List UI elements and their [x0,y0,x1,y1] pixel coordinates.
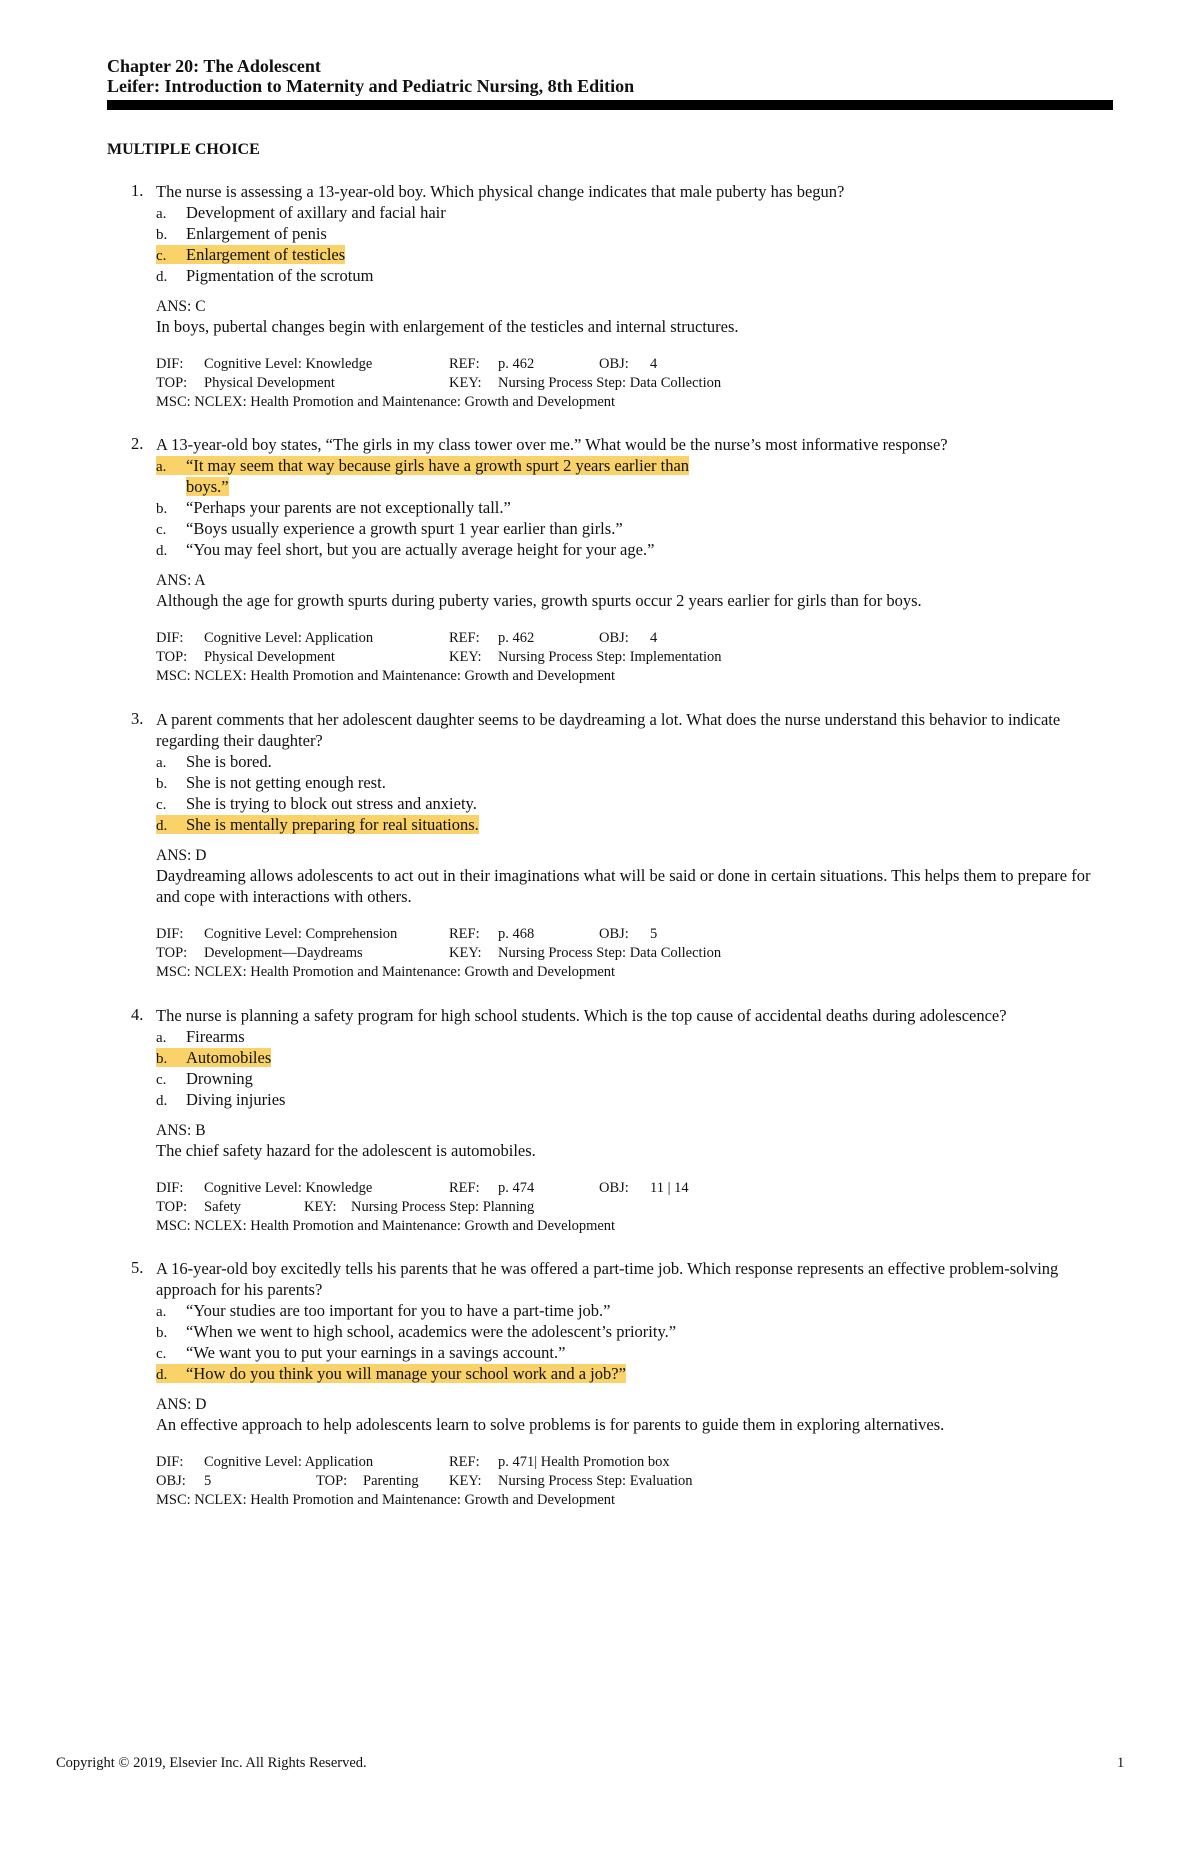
option-b-correct: b. Automobiles [156,1048,272,1067]
option-d-correct: d. She is mentally preparing for real situations. [156,815,479,834]
option-a-continued: boys.” [186,477,229,496]
answer-key: ANS: D [156,1396,207,1413]
metadata-row-3: MSC: NCLEX: Health Promotion and Maintenance: Growth and Development [156,1218,616,1234]
answer-key: ANS: D [156,847,207,864]
option-c: c. She is trying to block out stress and anxiety. [156,794,477,813]
question-stem: The nurse is planning a safety program for high school students. Which is the top cause of accidental deaths during adolescence? [156,1006,1007,1025]
answer-key: ANS: B [156,1122,206,1139]
option-d: d. Diving injuries [156,1090,286,1109]
option-c-correct: c. Enlargement of testicles [156,245,346,264]
rationale: Daydreaming allows adolescents to act out in their imaginations what will be said or done in certain situations. This helps them to prepare for and cope with interactions with others. [156,866,1091,906]
option-c: c. “We want you to put your earnings in a savings account.” [156,1343,566,1362]
question-stem: A parent comments that her adolescent daughter seems to be daydreaming a lot. What does the nurse understand this behavior to indicate regarding their daughter? [156,710,1061,750]
metadata-row-3: MSC: NCLEX: Health Promotion and Maintenance: Growth and Development [156,964,616,980]
question-number: 3. [131,709,144,728]
option-b: b. Enlargement of penis [156,224,327,243]
metadata-row-3: MSC: NCLEX: Health Promotion and Maintenance: Growth and Development [156,1492,616,1508]
question-stem: A 16-year-old boy excitedly tells his parents that he was offered a part-time job. Which response represents an effective problem-solving approach for his parents? [156,1259,1059,1299]
chapter-title: Chapter 20: The Adolescent [107,56,321,76]
question-number: 1. [131,181,144,200]
copyright-notice: Copyright © 2019, Elsevier Inc. All Rights Reserved. [56,1755,367,1771]
book-title: Leifer: Introduction to Maternity and Pediatric Nursing, 8th Edition [107,76,635,96]
header-rule [107,100,1113,110]
option-b: b. She is not getting enough rest. [156,773,386,792]
option-a-correct: a. “It may seem that way because girls have a growth spurt 2 years earlier than [156,456,690,475]
option-a: a. Firearms [156,1027,245,1046]
rationale: In boys, pubertal changes begin with enlargement of the testicles and internal structures. [156,317,739,336]
document-header [107,56,634,96]
section-title: MULTIPLE CHOICE [107,141,260,158]
question-stem: A 13-year-old boy states, “The girls in my class tower over me.” What would be the nurse’s most informative response? [156,435,948,454]
option-b: b. “When we went to high school, academics were the adolescent’s priority.” [156,1322,677,1341]
option-c: c. Drowning [156,1069,253,1088]
question-number: 5. [131,1258,144,1277]
metadata-row-3: MSC: NCLEX: Health Promotion and Maintenance: Growth and Development [156,668,616,684]
option-d: d. Pigmentation of the scrotum [156,266,374,285]
option-a: a. She is bored. [156,752,272,771]
question-number: 4. [131,1005,144,1024]
option-a: a. “Your studies are too important for you to have a part-time job.” [156,1301,611,1320]
rationale: The chief safety hazard for the adolescent is automobiles. [156,1141,536,1160]
rationale: An effective approach to help adolescents learn to solve problems is for parents to guide them in exploring alternatives. [156,1415,945,1434]
answer-key: ANS: A [156,572,206,589]
question-stem: The nurse is assessing a 13-year-old boy. Which physical change indicates that male puberty has begun? [156,182,845,201]
rationale: Although the age for growth spurts during puberty varies, growth spurts occur 2 years earlier for girls than for boys. [156,591,922,610]
option-d-correct: d. “How do you think you will manage your school work and a job?” [156,1364,626,1383]
option-d: d. “You may feel short, but you are actually average height for your age.” [156,540,655,559]
page-number: 1 [1117,1755,1125,1771]
question-number: 2. [131,434,144,453]
option-c: c. “Boys usually experience a growth spurt 1 year earlier than girls.” [156,519,623,538]
answer-key: ANS: C [156,298,206,315]
metadata-row-3: MSC: NCLEX: Health Promotion and Maintenance: Growth and Development [156,394,616,410]
option-a: a. Development of axillary and facial hair [156,203,446,222]
option-b: b. “Perhaps your parents are not exceptionally tall.” [156,498,511,517]
